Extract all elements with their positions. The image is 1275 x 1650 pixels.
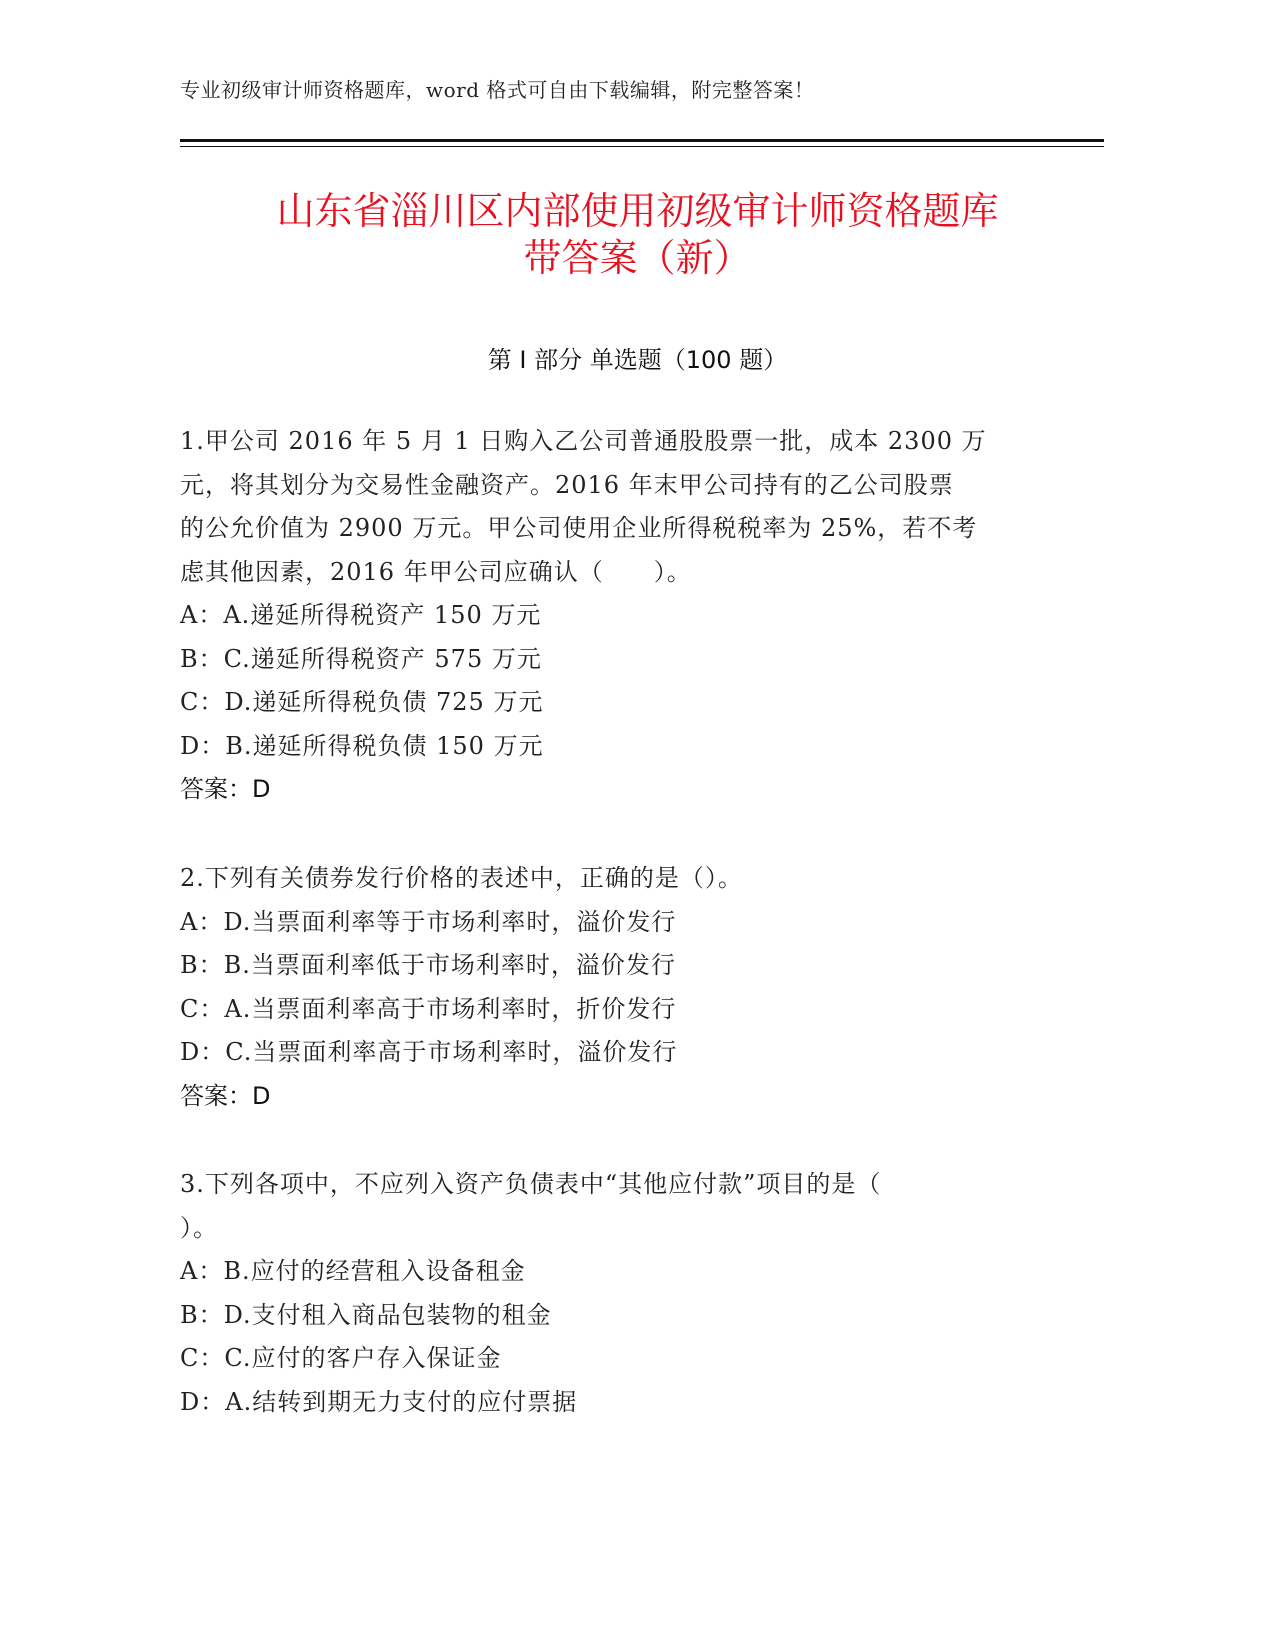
header-note: 专业初级审计师资格题库，word 格式可自由下载编辑，附完整答案！ bbox=[180, 78, 815, 102]
title-line-1: 山东省淄川区内部使用初级审计师资格题库 bbox=[276, 189, 999, 233]
option-a: A：D.当票面利率等于市场利率时，溢价发行 bbox=[180, 907, 677, 936]
header-rule-thin bbox=[180, 146, 1104, 147]
question-2 bbox=[180, 857, 1040, 1118]
document-title bbox=[100, 188, 1175, 282]
answer: 答案：D bbox=[180, 775, 271, 803]
question-text-line: 1.甲公司 2016 年 5 月 1 日购入乙公司普通股股票一批，成本 2300 万 bbox=[180, 427, 987, 455]
option-d: D：A.结转到期无力支付的应付票据 bbox=[180, 1387, 578, 1416]
option-b: B：B.当票面利率低于市场利率时，溢价发行 bbox=[180, 951, 676, 979]
option-c: C：C.应付的客户存入保证金 bbox=[180, 1344, 502, 1372]
question-3 bbox=[180, 1163, 1040, 1424]
question-text-line: 的公允价值为 2900 万元。甲公司使用企业所得税税率为 25%，若不考 bbox=[180, 514, 978, 542]
option-b: B：C.递延所得税资产 575 万元 bbox=[180, 644, 542, 673]
option-c: C：D.递延所得税负债 725 万元 bbox=[180, 688, 544, 716]
question-text-line: 元，将其划分为交易性金融资产。2016 年末甲公司持有的乙公司股票 bbox=[180, 470, 954, 499]
question-text-line: 3.下列各项中，不应列入资产负债表中“其他应付款”项目的是（ bbox=[180, 1170, 882, 1198]
question-text-line: ）。 bbox=[180, 1213, 218, 1242]
question-text-line: 2.下列有关债券发行价格的表述中，正确的是（）。 bbox=[180, 864, 743, 892]
section-title: 第 I 部分 单选题（100 题） bbox=[487, 346, 788, 374]
question-text-line: 虑其他因素，2016 年甲公司应确认（ ）。 bbox=[180, 557, 692, 586]
option-d: D：B.递延所得税负债 150 万元 bbox=[180, 731, 544, 760]
option-c: C：A.当票面利率高于市场利率时，折价发行 bbox=[180, 994, 677, 1023]
answer: 答案：D bbox=[180, 1081, 271, 1110]
option-a: A：B.应付的经营租入设备租金 bbox=[180, 1257, 526, 1285]
title-line-2: 带答案（新） bbox=[523, 236, 752, 280]
option-d: D：C.当票面利率高于市场利率时，溢价发行 bbox=[180, 1038, 678, 1066]
question-1 bbox=[180, 420, 1040, 812]
option-a: A：A.递延所得税资产 150 万元 bbox=[180, 601, 542, 629]
header-rule-thick bbox=[180, 139, 1104, 142]
option-b: B：D.支付租入商品包装物的租金 bbox=[180, 1300, 552, 1329]
